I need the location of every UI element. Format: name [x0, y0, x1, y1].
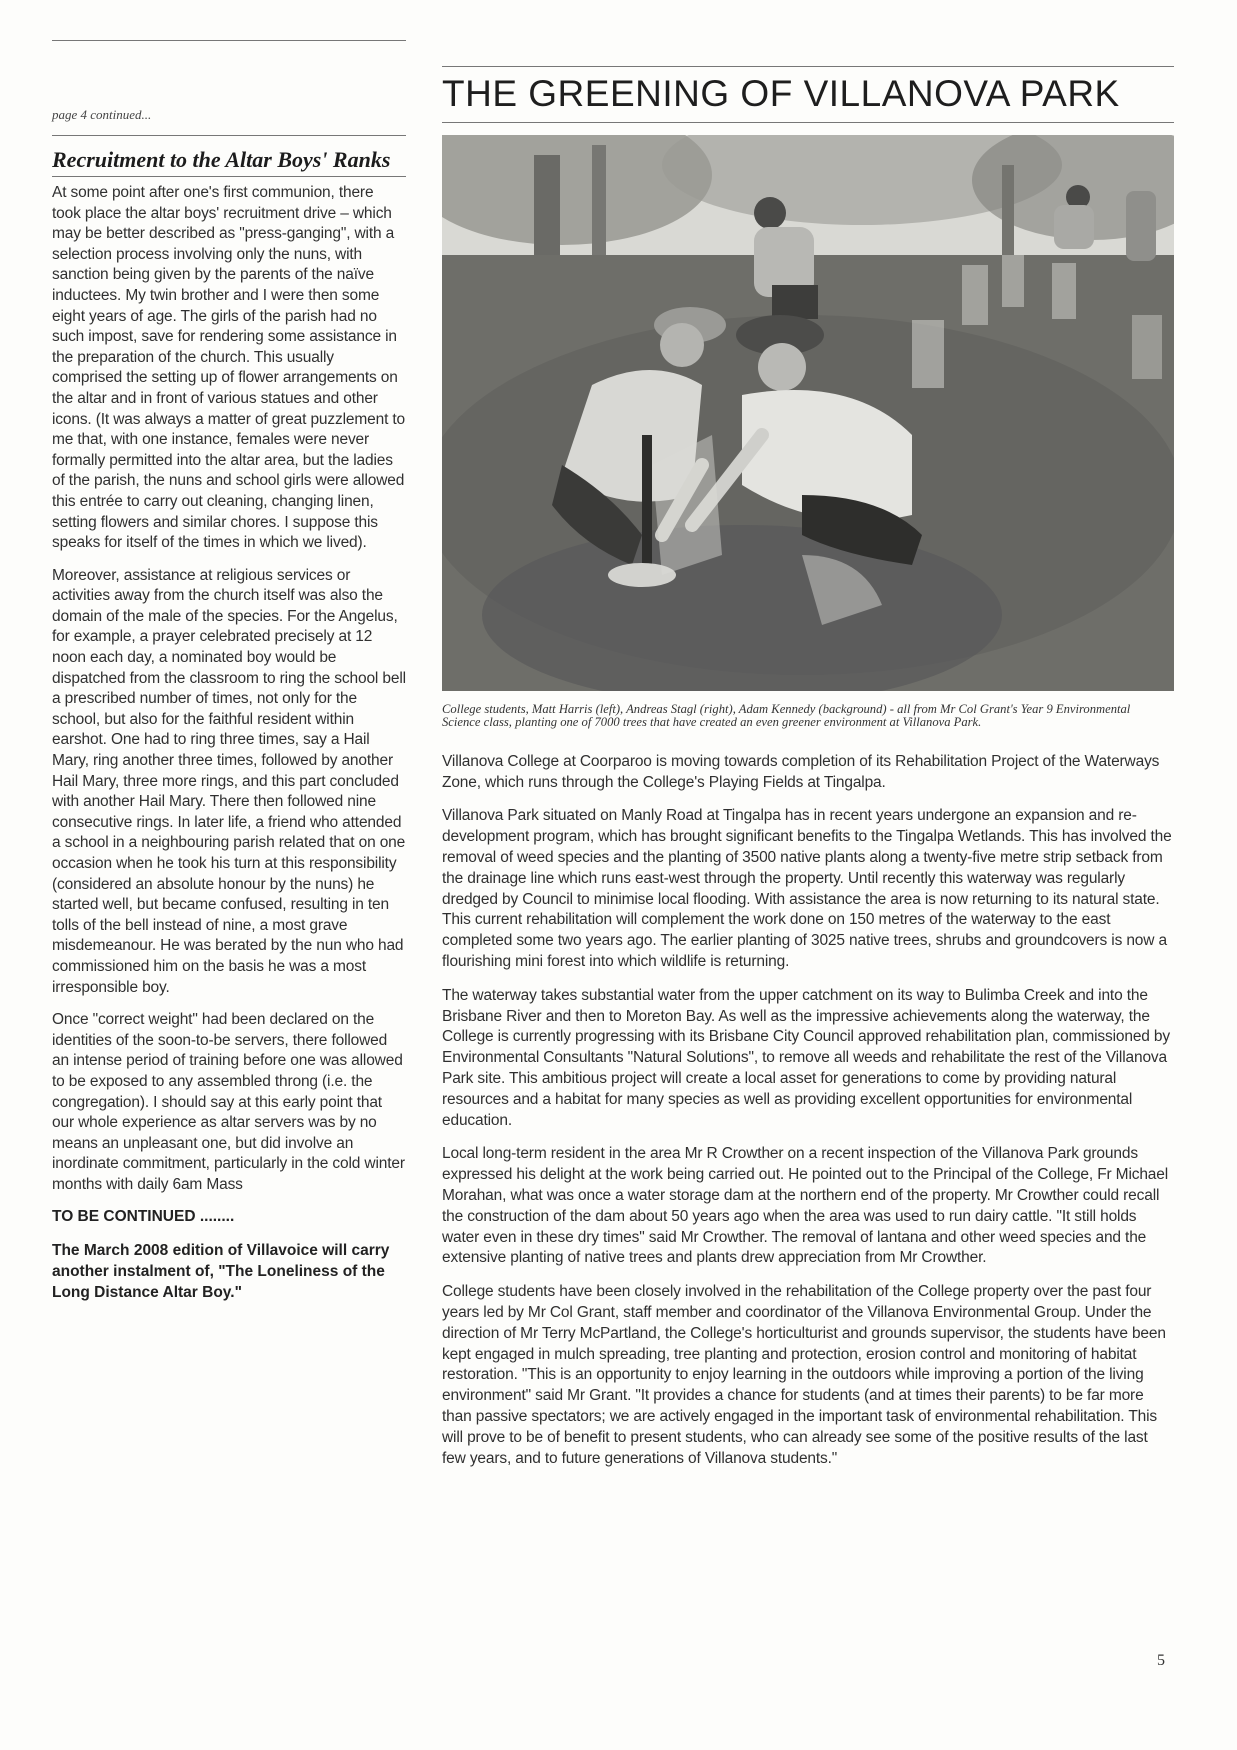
left-column	[52, 40, 406, 1303]
photo-caption: College students, Matt Harris (left), Andreas Stagl (right), Adam Kennedy (background) - all from Mr Col Grant's Year 9 Environmental Science class, planting one of 7000 trees that have created an even greener environment at Villanova Park.	[442, 702, 1131, 730]
article-heading: Recruitment to the Altar Boys' Ranks	[52, 147, 391, 172]
continued-note: page 4 continued...	[52, 107, 152, 122]
right-paragraph-1: Villanova College at Coorparoo is moving towards completion of its Rehabilitation Project of the Waterways Zone, which runs through the College's Playing Fields at Tingalpa.	[442, 752, 1160, 791]
photo-illustration	[442, 135, 1174, 691]
article-title: THE GREENING OF VILLANOVA PARK	[442, 73, 1120, 114]
heading-rule-bottom	[52, 176, 406, 177]
right-paragraph-5: College students have been closely involved in the rehabilitation of the College property over the past four years led by Mr Col Grant, staff member and coordinator of the Villanova Environmental Group. Under the direction of Mr Terry McPartland, the College's horticulturist and grounds supervisor, the students have been kept engaged in mulch spreading, tree planting and protection, erosion control and monitoring of habitat restoration. "This is an opportunity to enjoy learning in the outdoors while improving a portion of the living environment" said Mr Grant. "It provides a chance for students (and at times their parents) to be far more than passive spectators; we are actively engaged in the important task of environmental rehabilitation. This will prove to be of benefit to present students, who can already see some of the positive results of the last few years, and to future generations of Villanova students."	[442, 1283, 1166, 1467]
title-rule	[442, 122, 1174, 123]
heading-rule-top	[52, 135, 406, 136]
right-paragraph-2: Villanova Park situated on Manly Road at Tingalpa has in recent years undergone an expansion and re-development program, which has brought significant benefits to the Tingalpa Wetlands. This has involved the removal of weed species and the planting of 3500 native plants along a twenty-five metre strip setback from the drainage line which runs east-west through the property. Until recently this waterway was regularly dredged by Council to minimise local flooding. With assistance the area is now returning to its natural state. This current rehabilitation will complement the work done on 150 metres of the waterway to the east completed some two years ago. The earlier planting of 3025 native trees, shrubs and groundcovers is now a flourishing mini forest into which wildlife is returning.	[442, 807, 1172, 970]
left-paragraph-2: Moreover, assistance at religious services or activities away from the church itself was also the domain of the male of the species. For the Angelus, for example, a prayer celebrated precisely at 12 noon each day, a nominated boy would be dispatched from the classroom to ring the school bell a prescribed number of times, not only for the school, but also for the faithful resident within earshot. One had to ring three times, say a Hail Mary, ring another three times, followed by another Hail Mary, three more rings, and this part concluded with another Hail Mary. There then followed nine consecutive rings. In later life, a friend who attended a school in a neighbouring parish related that on one occasion when he took his turn at this responsibility (considered an absolute honour by the nuns) he started well, but became confused, resulting in ten tolls of the bell instead of nine, a most grave misdemeanour. He was berated by the nun who had commissioned him on the basis he was a most irresponsible boy.	[52, 566, 406, 996]
top-rule-left	[52, 40, 406, 41]
page-number: 5	[1157, 1652, 1165, 1669]
right-paragraph-4: Local long-term resident in the area Mr R Crowther on a recent inspection of the Villanova Park grounds expressed his delight at the work being carried out. He pointed out to the Principal of the College, Fr Michael Morahan, what was once a water storage dam at the northern end of the property. Mr Crowther could recall the construction of the dam about 50 years ago when the area was used to run dairy cattle. "It still holds water even in these dry times" said Mr Crowther. The removal of lantana and other weed species and the extensive planting of native trees and plants drew appreciation from Mr Crowther.	[442, 1145, 1169, 1267]
right-column	[442, 66, 1174, 1482]
top-rule-right	[442, 66, 1174, 67]
students-planting-photo	[442, 135, 1174, 691]
to-be-continued: TO BE CONTINUED ........	[52, 1207, 235, 1225]
left-paragraph-1: At some point after one's first communion, there took place the altar boys' recruitment drive – which may be better described as "press-ganging", with a selection process involving only the nuns, with sanction being given by the parents of the naïve inductees. My twin brother and I were then some eight years of age. The girls of the parish had no such impost, save for rendering some assistance in the preparation of the church. This usually comprised the setting up of flower arrangements on the altar and in front of various statues and other icons. (It was always a matter of great puzzlement to me that, with one instance, females were never formally permitted into the altar area, but the ladies of the parish, the nuns and school girls were allowed this entrée to carry out cleaning, changing linen, setting flowers and similar chores. I suppose this speaks for itself of the times in which we lived).	[52, 184, 406, 552]
next-edition-note: The March 2008 edition of Villavoice will carry another instalment of, "The Loneliness of the Long Distance Altar Boy."	[52, 1241, 390, 1301]
right-paragraph-3: The waterway takes substantial water from the upper catchment on its way to Bulimba Creek and into the Brisbane River and then to Moreton Bay. As well as the impressive achievements along the waterway, the College is currently progressing with its Brisbane City Council approved rehabilitation plan, commissioned by Environmental Consultants "Natural Solutions", to remove all weeds and rehabilitate the rest of the Villanova Park site. This ambitious project will create a local asset for generations to come by providing natural resources and a habitat for many species as well as providing excellent opportunities for environmental education.	[442, 986, 1171, 1129]
left-paragraph-3: Once "correct weight" had been declared on the identities of the soon-to-be servers, there followed an intense period of training before one was allowed to be exposed to any assembled throng (i.e. the congregation). I should say at this early point that our whole experience as altar servers was by no means an unpleasant one, but did involve an inordinate commitment, particularly in the cold winter months with daily 6am Mass	[52, 1011, 405, 1193]
